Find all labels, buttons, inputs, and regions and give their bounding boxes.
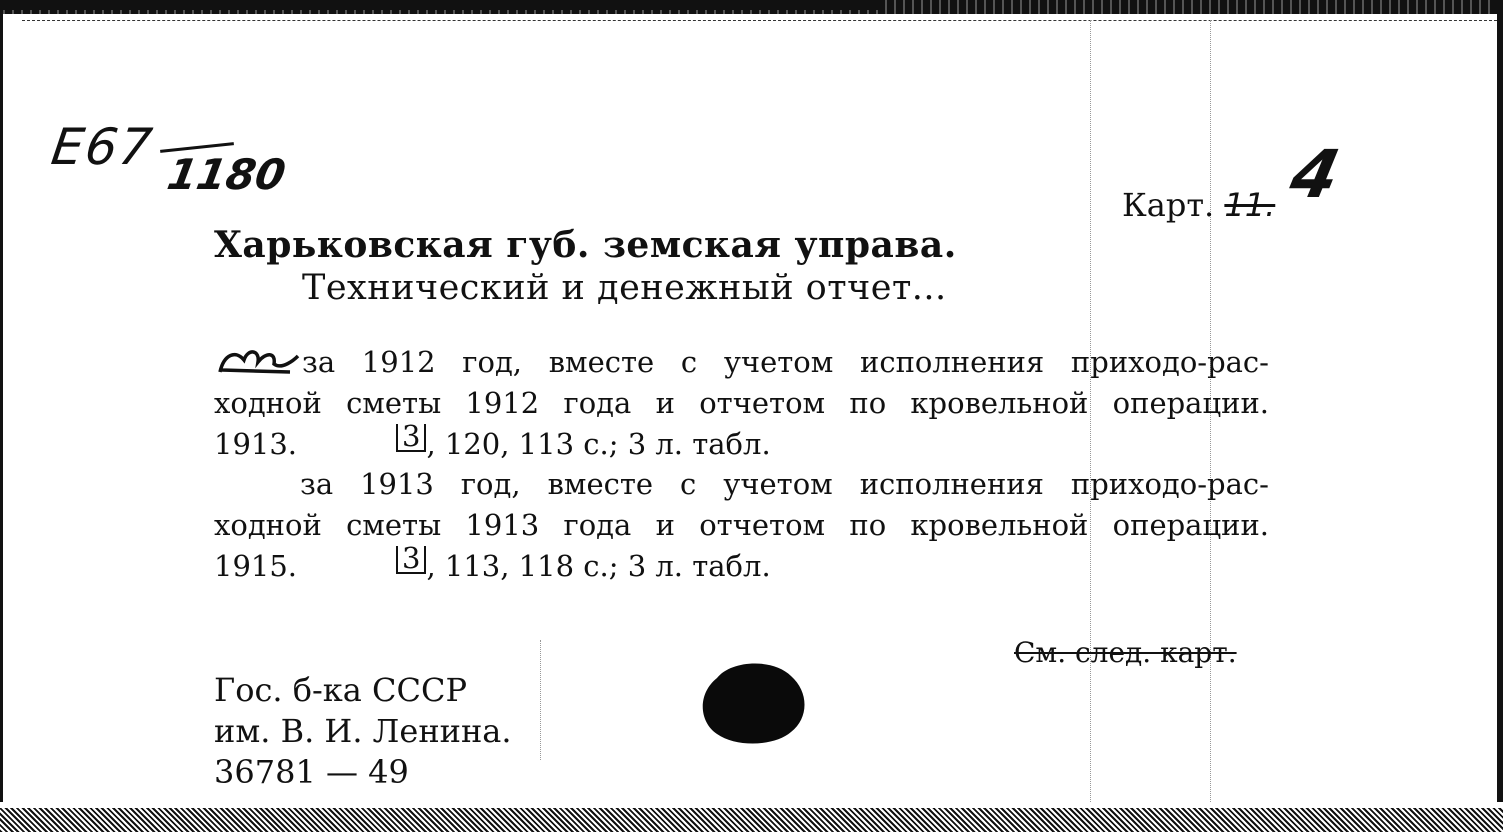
entry-word: года bbox=[563, 386, 632, 420]
entry-word: 1912 bbox=[465, 386, 540, 420]
entry-word: вместе bbox=[548, 345, 655, 379]
card-number-label: Карт. bbox=[1122, 186, 1215, 224]
entry-word: приходо-рас- bbox=[1070, 345, 1269, 379]
entry-line bbox=[214, 505, 1269, 546]
card-number-struck: 11. bbox=[1224, 186, 1276, 224]
entry-word: год, bbox=[460, 467, 521, 501]
entry-word: год, bbox=[462, 345, 523, 379]
entry-word: 1913 bbox=[465, 508, 540, 542]
entry-word: 1912 bbox=[361, 345, 436, 379]
entry-line bbox=[214, 464, 1269, 505]
library-imprint bbox=[214, 670, 512, 793]
scan-artifact bbox=[540, 640, 541, 760]
pagination: , 113, 118 с.; 3 л. табл. bbox=[426, 549, 771, 583]
entry-word: с bbox=[680, 345, 698, 379]
pages-bracket: 3 bbox=[396, 424, 426, 452]
heading: Харьковская губ. земская управа. bbox=[214, 224, 957, 266]
entry-word: приходо-рас- bbox=[1070, 467, 1269, 501]
scribble-mark bbox=[214, 346, 302, 376]
entry-word: 1913 bbox=[360, 467, 434, 501]
entry-word: за bbox=[214, 342, 335, 383]
entry-imprint bbox=[214, 419, 1269, 465]
entry-word: сметы bbox=[346, 386, 442, 420]
entry-word: с bbox=[680, 467, 697, 501]
entry-word: операции. bbox=[1112, 386, 1269, 420]
pagination: , 120, 113 с.; 3 л. табл. bbox=[426, 427, 771, 461]
shelfmark-line2: 1180 bbox=[163, 150, 290, 199]
entry-word: года bbox=[563, 508, 632, 542]
entry-word: ходной bbox=[214, 386, 322, 420]
see-next-card-note: См. след. карт. bbox=[1014, 636, 1237, 669]
card-number bbox=[1122, 186, 1275, 224]
entry-imprint bbox=[214, 541, 1269, 587]
entry-1912 bbox=[214, 342, 1269, 465]
entry-word: исполнения bbox=[859, 467, 1044, 501]
pages-bracket: 3 bbox=[396, 546, 426, 574]
entry-word: сметы bbox=[346, 508, 442, 542]
card-right-edge bbox=[1497, 0, 1503, 832]
entry-word: кровельной bbox=[910, 386, 1089, 420]
entry-word: ходной bbox=[214, 508, 322, 542]
entry-word: по bbox=[849, 508, 887, 542]
entry-word: кровельной bbox=[910, 508, 1089, 542]
entry-line bbox=[214, 342, 1269, 383]
entry-word: исполнения bbox=[860, 345, 1045, 379]
shelfmark-line1: Е67 bbox=[47, 118, 158, 176]
entry-word: вместе bbox=[547, 467, 654, 501]
entry-word: за bbox=[300, 467, 334, 501]
scan-line bbox=[22, 20, 1502, 21]
entry-word: и bbox=[655, 386, 675, 420]
card-top-edge bbox=[0, 0, 1503, 14]
entry-line bbox=[214, 383, 1269, 424]
publication-year: 1913. bbox=[214, 427, 298, 461]
entry-word: по bbox=[849, 386, 887, 420]
library-line: Гос. б-ка СССР bbox=[214, 671, 468, 709]
card-number-handwritten: 4 bbox=[1283, 136, 1347, 213]
card-left-edge bbox=[0, 0, 3, 832]
entry-word: отчетом bbox=[699, 508, 826, 542]
entry-word: учетом bbox=[723, 467, 833, 501]
card-bottom-edge bbox=[0, 802, 1503, 832]
library-line: 36781 — 49 bbox=[214, 753, 409, 791]
entry-word: операции. bbox=[1112, 508, 1269, 542]
entry-1913 bbox=[214, 464, 1269, 587]
subtitle: Технический и денежный отчет... bbox=[302, 268, 947, 308]
publication-year: 1915. bbox=[214, 549, 298, 583]
entry-word: отчетом bbox=[699, 386, 826, 420]
library-line: им. В. И. Ленина. bbox=[214, 712, 512, 750]
punch-hole bbox=[697, 660, 807, 746]
entry-word: и bbox=[655, 508, 675, 542]
entry-word: учетом bbox=[723, 345, 834, 379]
